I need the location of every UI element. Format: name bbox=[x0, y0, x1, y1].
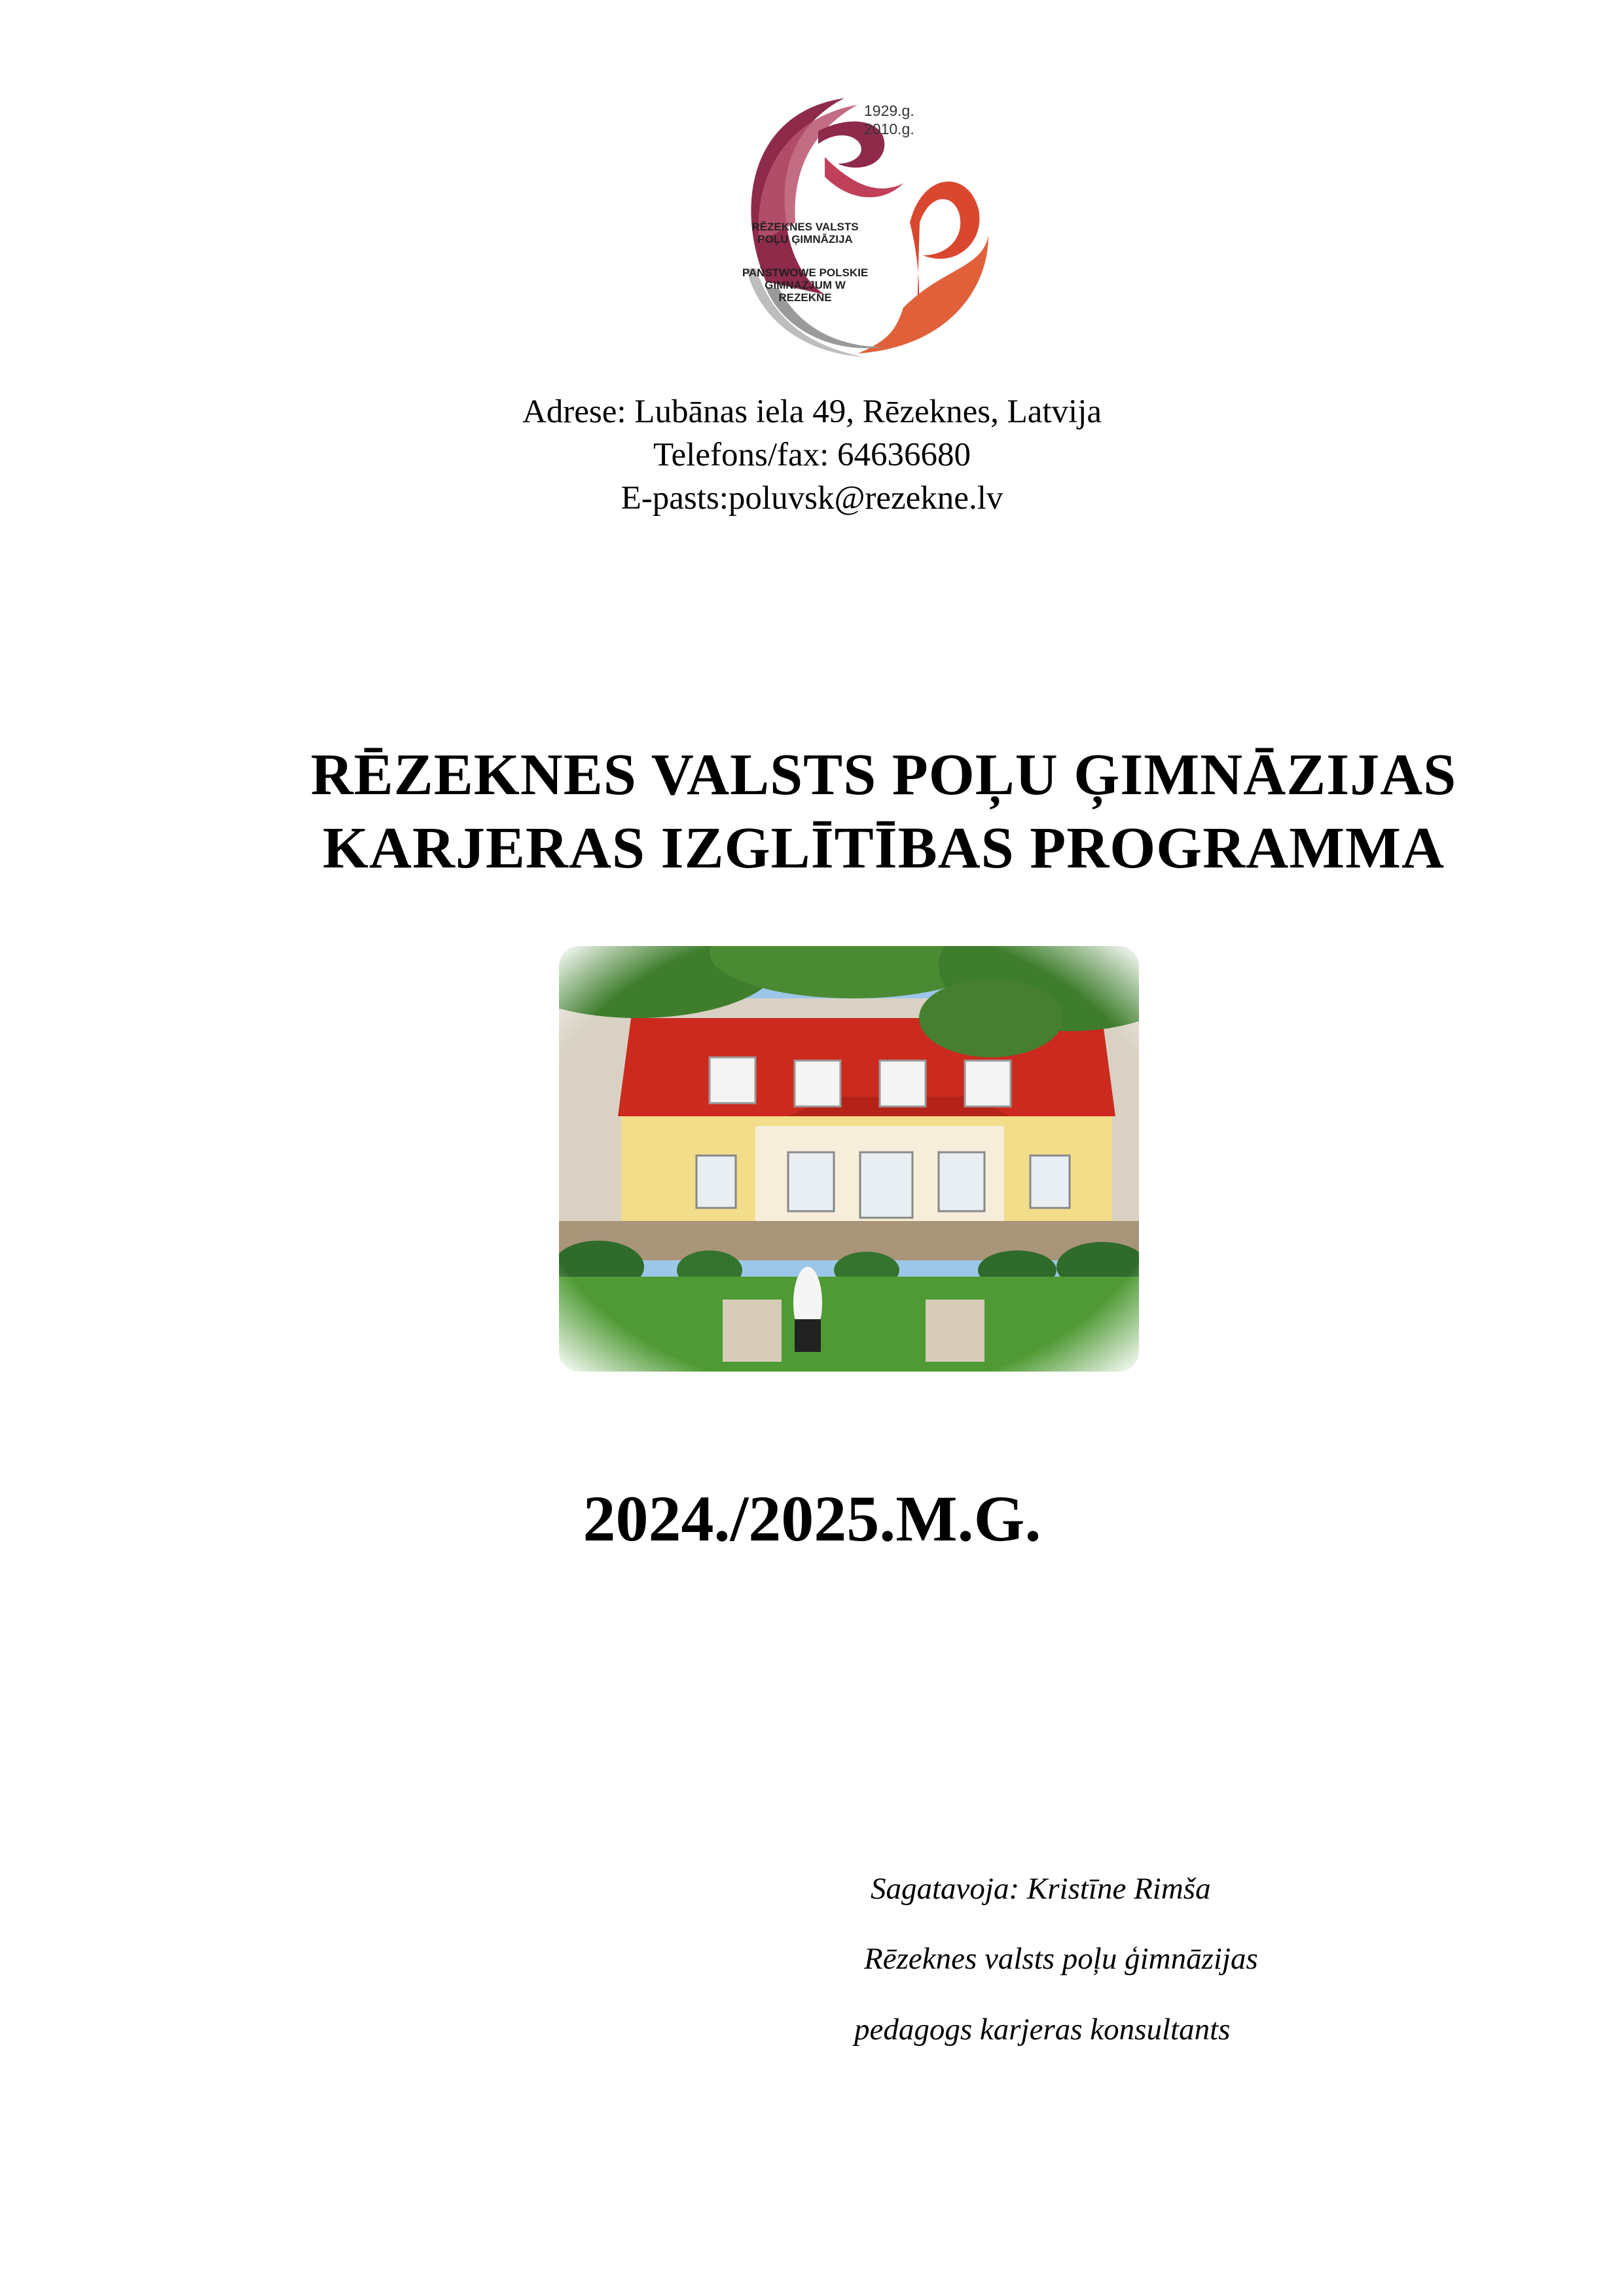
author-position: pedagogs karjeras konsultants bbox=[854, 2013, 1231, 2047]
title-line-2: KARJERAS IZGLĪTĪBAS PROGRAMMA bbox=[322, 816, 1445, 881]
school-building-photo bbox=[559, 946, 1139, 1372]
school-logo bbox=[727, 72, 1001, 360]
logo-year-founded: 1929.g. bbox=[864, 102, 914, 119]
logo-year-renewed: 2010.g. bbox=[864, 120, 914, 137]
prepared-by: Sagatavoja: Kristīne Rimša bbox=[871, 1872, 1211, 1906]
contact-block bbox=[0, 390, 1624, 520]
document-title bbox=[295, 738, 1473, 885]
school-year: 2024./2025.M.G. bbox=[583, 1482, 1041, 1555]
phone-line: Telefons/fax: 64636680 bbox=[653, 437, 971, 473]
title-line-1: RĒZEKNES VALSTS POĻU ĢIMNĀZIJAS bbox=[310, 742, 1457, 807]
author-school: Rēzeknes valsts poļu ģimnāzijas bbox=[864, 1942, 1258, 1976]
address-line: Adrese: Lubānas iela 49, Rēzeknes, Latvija bbox=[522, 393, 1102, 430]
email-line: E-pasts:poluvsk@rezekne.lv bbox=[621, 480, 1003, 517]
logo-name-polish: PAŃSTWOWE POLSKIE GIMNAZJUM W REZEKNE bbox=[742, 266, 869, 304]
logo-name-latvian: RĒZEKNES VALSTS POĻU ĢIMNĀZIJA bbox=[751, 221, 859, 246]
